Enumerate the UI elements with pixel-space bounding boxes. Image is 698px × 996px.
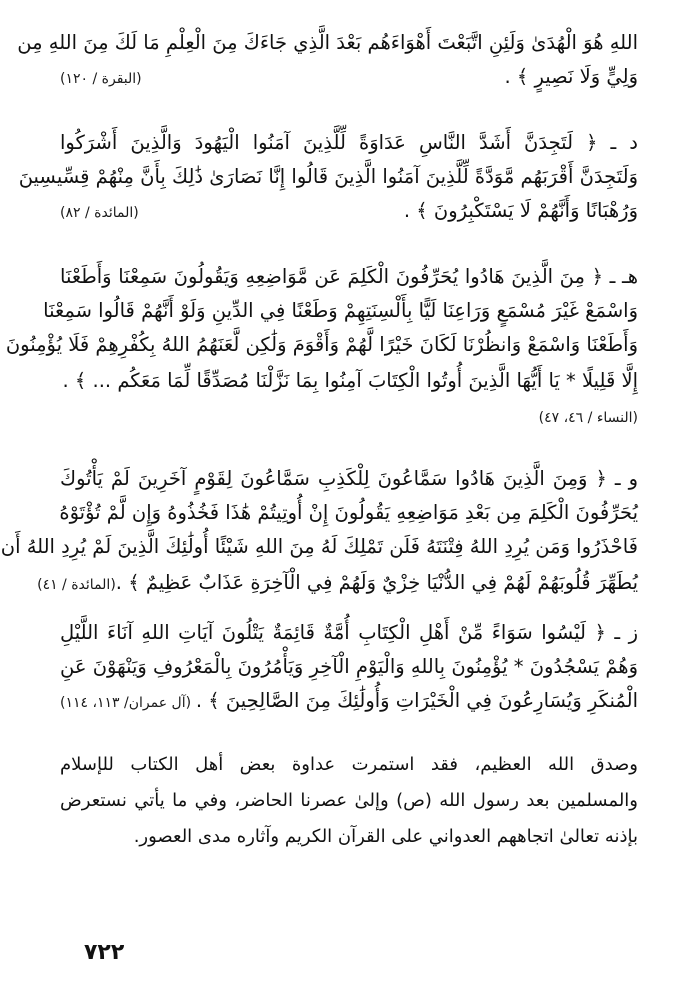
quote-line-with-citation xyxy=(37,568,638,600)
quote-line-with-citation xyxy=(60,62,638,94)
quote-line: فَاحْذَرُوا وَمَن يُرِدِ اللهُ فِتْنَتَهُ فَلَن تَمْلِكَ لَهُ مِنَ اللهِ شَيْئًا أُولَٰئِكَ الَّذِينَ لَمْ يُرِدِ اللهُ أَن xyxy=(0,535,638,558)
quote-line: و ـ ﴿ وَمِنَ الَّذِينَ هَادُوا سَمَّاعُونَ لِلْكَذِبِ سَمَّاعُونَ لِقَوْمٍ آخَرِينَ لَمْ يَأْتُوكَ xyxy=(60,467,638,490)
page-body xyxy=(0,28,638,956)
citation: (المائدة / ٨٢) xyxy=(60,205,139,221)
quote-line: الْمُنكَرِ وَيُسَارِعُونَ فِي الْخَيْرَاتِ وَأُولَٰئِكَ مِنَ الصَّالِحِينَ ﴾ . xyxy=(195,689,638,712)
quote-line: إِلَّا قَلِيلًا * يَا أَيُّهَا الَّذِينَ أُوتُوا الْكِتَابَ آمِنُوا بِمَا نَزَّلْنَا مُصَدِّقًا لِّمَا مَعَكُم ... ﴾ . xyxy=(62,369,638,392)
quote-line-with-citation xyxy=(60,196,638,228)
quote-line: وَاسْمَعْ غَيْرَ مُسْمَعٍ وَرَاعِنَا لَيًّا بِأَلْسِنَتِهِمْ وَطَعْنًا فِي الدِّينِ وَلَوْ أَنَّهُمْ قَالُوا سَمِعْنَا xyxy=(43,299,638,322)
prose-line: وصدق الله العظيم، فقد استمرت عداوة بعض أهل الكتاب للإسلام xyxy=(60,754,638,775)
quote-line: وَلِيٍّ وَلَا نَصِيرٍ ﴾ . xyxy=(504,65,638,88)
prose-line: والمسلمين بعد رسول الله (ص) وإلىٰ عصرنا الحاضر، وفي ما يأتي نستعرض xyxy=(60,790,638,811)
quote-line: وَرُهْبَانًا وَأَنَّهُمْ لَا يَسْتَكْبِرُونَ ﴾ . xyxy=(403,199,638,222)
quote-line: يُحَرِّفُونَ الْكَلِمَ مِن بَعْدِ مَوَاضِعِهِ يَقُولُونَ إِنْ أُوتِيتُمْ هَٰذَا فَخُذُوهُ وَإِن لَّمْ تُؤْتَوْهُ xyxy=(59,501,638,524)
citation: (البقرة / ١٢٠) xyxy=(60,71,142,87)
quote-line: وَأَطَعْنَا وَاسْمَعْ وَانظُرْنَا لَكَانَ خَيْرًا لَّهُمْ وَأَقْوَمَ وَلَٰكِن لَّعَنَهُمُ اللهُ بِكُفْرِهِمْ فَلَا يُؤْمِنُونَ xyxy=(5,333,638,356)
prose-line: بإذنه تعالىٰ اتجاههم العدواني على القرآن الكريم وآثاره مدى العصور. xyxy=(133,826,638,847)
quote-line: ز ـ ﴿ لَيْسُوا سَوَاءً مِّنْ أَهْلِ الْكِتَابِ أُمَّةٌ قَائِمَةٌ يَتْلُونَ آيَاتِ اللهِ آنَاءَ اللَّيْلِ xyxy=(60,621,638,644)
page-number: ٧٢٢ xyxy=(84,940,125,965)
quote-line: د ـ ﴿ لَتَجِدَنَّ أَشَدَّ النَّاسِ عَدَاوَةً لِّلَّذِينَ آمَنُوا الْيَهُودَ وَالَّذِينَ أَشْرَكُوا xyxy=(60,131,638,154)
quote-line: وَهُمْ يَسْجُدُونَ * يُؤْمِنُونَ بِاللهِ وَالْيَوْمِ الْآخِرِ وَيَأْمُرُونَ بِالْمَعْرُوفِ وَيَنْهَوْنَ عَنِ xyxy=(60,655,638,678)
quote-line: اللهِ هُوَ الْهُدَىٰ وَلَئِنِ اتَّبَعْتَ أَهْوَاءَهُم بَعْدَ الَّذِي جَاءَكَ مِنَ الْعِلْمِ مَا لَكَ مِنَ اللهِ مِن xyxy=(17,31,638,54)
citation: (المائدة / ٤١) xyxy=(37,577,116,593)
quote-line: هـ ـ ﴿ مِنَ الَّذِينَ هَادُوا يُحَرِّفُونَ الْكَلِمَ عَن مَّوَاضِعِهِ وَيَقُولُونَ سَمِعْنَا وَأَطَعْنَا xyxy=(60,265,638,288)
quote-line: وَلَتَجِدَنَّ أَقْرَبَهُم مَّوَدَّةً لِّلَّذِينَ آمَنُوا الَّذِينَ قَالُوا إِنَّا نَصَارَىٰ ذَٰلِكَ بِأَنَّ مِنْهُمْ قِسِّيسِينَ xyxy=(18,165,638,188)
quote-line: يُطَهِّرَ قُلُوبَهُمْ لَهُمْ فِي الدُّنْيَا خِزْيٌ وَلَهُمْ فِي الْآخِرَةِ عَذَابٌ عَظِيمٌ ﴾ . xyxy=(115,571,638,594)
citation: (آل عمران/ ١١٣، ١١٤) xyxy=(60,695,192,711)
citation: (النساء / ٤٦، ٤٧) xyxy=(538,410,638,426)
quote-line-with-citation xyxy=(60,686,638,718)
